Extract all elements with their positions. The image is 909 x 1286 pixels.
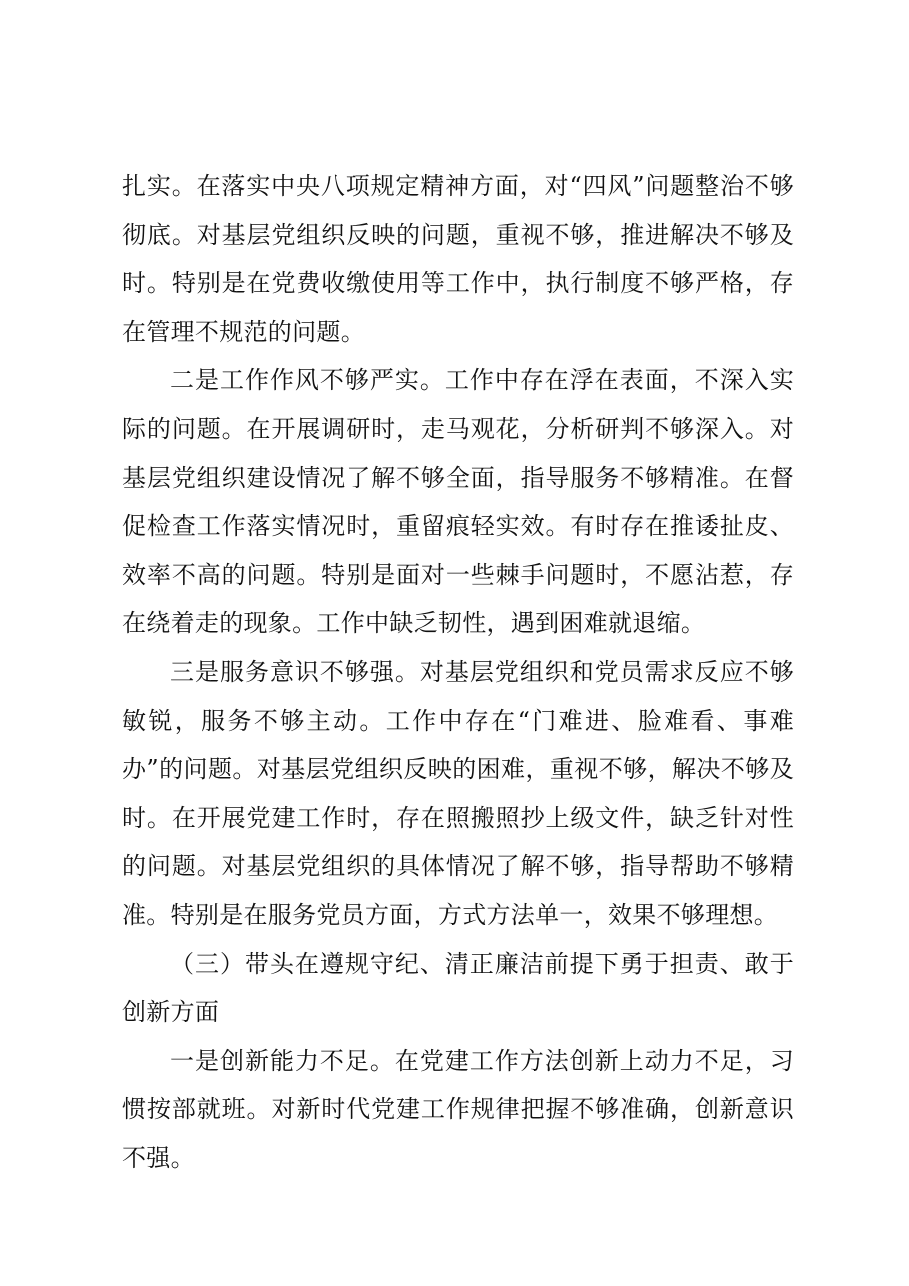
paragraph-continuation: 扎实。在落实中央八项规定精神方面，对“四风”问题整治不够彻底。对基层党组织反映的问题，重视不够，推进解决不够及时。特别是在党费收缴使用等工作中，执行制度不够严格，存在管理不规范的问题。	[122, 172, 794, 346]
paragraph-service-awareness: 三是服务意识不够强。对基层党组织和党员需求反应不够敏锐，服务不够主动。工作中存在“门难进、脸难看、事难办”的问题。对基层党组织反映的困难，重视不够，解决不够及时。在开展党建工作时，存在照搬照抄上级文件，缺乏针对性的问题。对基层党组织的具体情况了解不够，指导帮助不够精准。特别是在服务党员方面，方式方法单一，效果不够理想。	[122, 657, 794, 929]
paragraph-work-style: 二是工作作风不够严实。工作中存在浮在表面，不深入实际的问题。在开展调研时，走马观花，分析研判不够深入。对基层党组织建设情况了解不够全面，指导服务不够精准。在督促检查工作落实情况时，重留痕轻实效。有时存在推诿扯皮、效率不高的问题。特别是面对一些棘手问题时，不愿沾惹，存在绕着走的现象。工作中缺乏韧性，遇到困难就退缩。	[122, 366, 794, 638]
section-heading: （三）带头在遵规守纪、清正廉洁前提下勇于担责、敢于创新方面	[122, 949, 794, 1027]
document-body	[122, 162, 794, 1182]
paragraph-innovation: 一是创新能力不足。在党建工作方法创新上动力不足，习惯按部就班。对新时代党建工作规律把握不够准确，创新意识不强。	[122, 1046, 794, 1172]
